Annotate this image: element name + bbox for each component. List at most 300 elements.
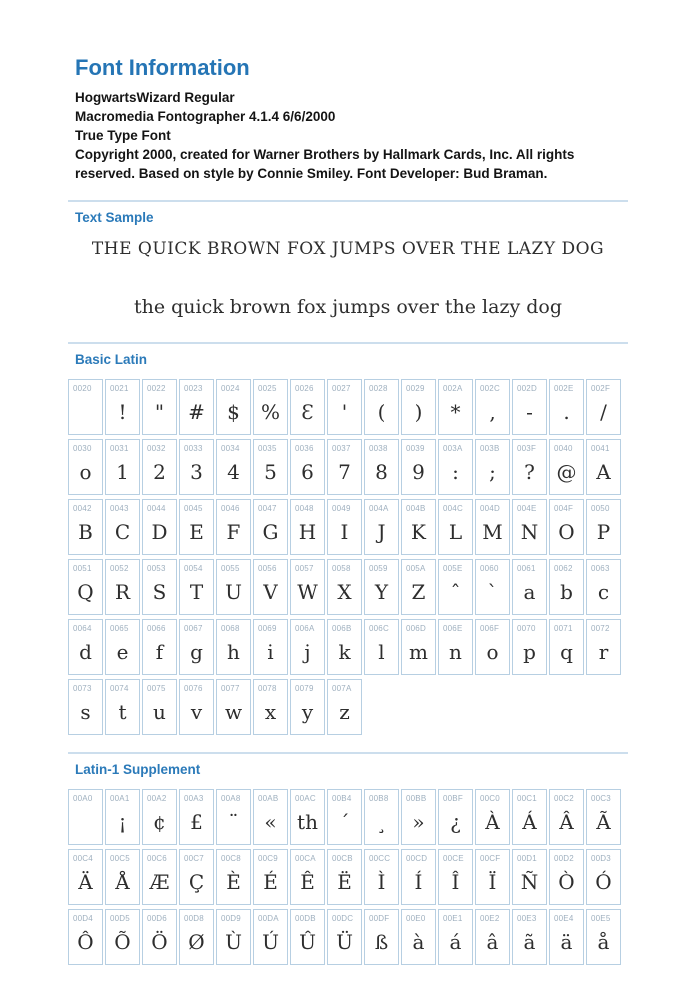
- code-label: 003A: [443, 444, 463, 453]
- glyph: b: [560, 580, 573, 604]
- glyph: Ì: [377, 870, 386, 894]
- glyph: Ï: [488, 870, 497, 894]
- glyph: v: [190, 700, 203, 724]
- code-label: 0074: [110, 684, 129, 693]
- code-label: 0025: [258, 384, 277, 393]
- char-row: [68, 559, 628, 615]
- code-label: 0045: [184, 504, 203, 513]
- code-label: 0046: [221, 504, 240, 513]
- code-label: 004A: [369, 504, 389, 513]
- glyph: c: [597, 580, 610, 604]
- glyph: q: [560, 640, 573, 664]
- glyph: á: [449, 930, 462, 954]
- code-label: 0062: [554, 564, 573, 573]
- code-label: 00CE: [443, 854, 464, 863]
- code-label: 0041: [591, 444, 610, 453]
- code-label: 00C9: [258, 854, 278, 863]
- code-label: 004D: [480, 504, 500, 513]
- char-cell-006B: [327, 619, 362, 675]
- code-label: 00CF: [480, 854, 501, 863]
- char-cell-005A: [401, 559, 436, 615]
- glyph: Ü: [336, 930, 353, 954]
- code-label: 0053: [147, 564, 166, 573]
- font-info-block: [75, 88, 628, 183]
- code-label: 0054: [184, 564, 203, 573]
- code-label: 004E: [517, 504, 537, 513]
- char-cell-00AB: [253, 789, 288, 845]
- glyph: w: [224, 700, 243, 724]
- glyph: x: [264, 700, 277, 724]
- char-cell-0032: [142, 439, 177, 495]
- code-label: 0024: [221, 384, 240, 393]
- code-label: 0060: [480, 564, 499, 573]
- glyph: U: [225, 580, 242, 604]
- char-cell-0031: [105, 439, 140, 495]
- code-label: 0021: [110, 384, 129, 393]
- glyph: 3: [190, 460, 203, 484]
- code-label: 003B: [480, 444, 500, 453]
- code-label: 0033: [184, 444, 203, 453]
- glyph: *: [450, 400, 461, 424]
- code-label: 0068: [221, 624, 240, 633]
- glyph: j: [304, 640, 311, 664]
- char-cell-0074: [105, 679, 140, 735]
- section-divider: [68, 200, 628, 202]
- glyph: Ö: [151, 930, 168, 954]
- glyph: Y: [374, 580, 389, 604]
- char-cell-0033: [179, 439, 214, 495]
- glyph: %: [260, 400, 280, 424]
- section-divider: [68, 752, 628, 754]
- code-label: 0049: [332, 504, 351, 513]
- char-cell-0064: [68, 619, 103, 675]
- code-label: 00AC: [295, 794, 316, 803]
- code-label: 0059: [369, 564, 388, 573]
- glyph: W: [297, 580, 318, 604]
- glyph: Î: [451, 870, 460, 894]
- glyph: »: [412, 810, 425, 834]
- char-cell-00E4: [549, 909, 584, 965]
- page-title: Font Information: [75, 55, 250, 80]
- char-cell-00A0: [68, 789, 103, 845]
- char-cell-0070: [512, 619, 547, 675]
- char-cell-0042: [68, 499, 103, 555]
- code-label: 0023: [184, 384, 203, 393]
- glyph: 4: [227, 460, 240, 484]
- char-cell-004E: [512, 499, 547, 555]
- glyph: N: [520, 520, 539, 544]
- code-label: 0069: [258, 624, 277, 633]
- char-cell-00C0: [475, 789, 510, 845]
- char-cell-0069: [253, 619, 288, 675]
- char-cell-0044: [142, 499, 177, 555]
- code-label: 0022: [147, 384, 166, 393]
- code-label: 00BB: [406, 794, 427, 803]
- char-cell-002E: [549, 379, 584, 435]
- code-label: 0050: [591, 504, 610, 513]
- code-label: 002D: [517, 384, 537, 393]
- char-cell-00D8: [179, 909, 214, 965]
- char-cell-00A1: [105, 789, 140, 845]
- glyph: Ã: [596, 810, 611, 834]
- char-cell-00C1: [512, 789, 547, 845]
- char-cell-0059: [364, 559, 399, 615]
- char-cell-0062: [549, 559, 584, 615]
- char-cell-00CD: [401, 849, 436, 905]
- text-sample-block: [68, 239, 628, 318]
- code-label: 004B: [406, 504, 426, 513]
- glyph: P: [596, 520, 611, 544]
- glyph: K: [411, 520, 426, 544]
- char-cell-0058: [327, 559, 362, 615]
- code-label: 00A1: [110, 794, 130, 803]
- char-row: [68, 909, 628, 965]
- char-cell-00E5: [586, 909, 621, 965]
- char-cell-0073: [68, 679, 103, 735]
- char-cell-00C5: [105, 849, 140, 905]
- glyph: a: [523, 580, 536, 604]
- glyph: Í: [414, 870, 423, 894]
- glyph: Ú: [262, 930, 279, 954]
- latin1-supplement-table: [68, 789, 628, 965]
- char-cell-0023: [179, 379, 214, 435]
- glyph: Ɛ: [301, 400, 314, 424]
- char-cell-00E0: [401, 909, 436, 965]
- glyph: [69, 394, 102, 434]
- code-label: 0020: [73, 384, 92, 393]
- char-cell-006A: [290, 619, 325, 675]
- glyph: 7: [338, 460, 351, 484]
- basic-latin-heading: Basic Latin: [75, 352, 148, 367]
- char-cell-0049: [327, 499, 362, 555]
- glyph: #: [188, 400, 205, 424]
- char-cell-00BF: [438, 789, 473, 845]
- code-label: 00C2: [554, 794, 574, 803]
- char-cell-00D2: [549, 849, 584, 905]
- glyph: @: [556, 460, 577, 484]
- glyph: ¸: [376, 810, 387, 834]
- code-label: 00CA: [295, 854, 316, 863]
- char-cell-00B8: [364, 789, 399, 845]
- char-cell-00CE: [438, 849, 473, 905]
- code-label: 0075: [147, 684, 166, 693]
- char-cell-00DA: [253, 909, 288, 965]
- glyph: k: [338, 640, 351, 664]
- code-label: 0028: [369, 384, 388, 393]
- code-label: 00BF: [443, 794, 463, 803]
- char-cell-0041: [586, 439, 621, 495]
- char-cell-00D6: [142, 909, 177, 965]
- glyph: y: [301, 700, 314, 724]
- glyph: o: [79, 460, 92, 484]
- code-label: 0061: [517, 564, 536, 573]
- char-cell-0024: [216, 379, 251, 435]
- char-cell-0066: [142, 619, 177, 675]
- char-cell-004D: [475, 499, 510, 555]
- glyph: L: [448, 520, 463, 544]
- char-cell-0021: [105, 379, 140, 435]
- char-cell-00DB: [290, 909, 325, 965]
- glyph: ˆ: [450, 580, 461, 604]
- glyph: Á: [522, 810, 537, 834]
- glyph: Ô: [77, 930, 94, 954]
- glyph: S: [152, 580, 167, 604]
- code-label: 00E5: [591, 914, 611, 923]
- glyph: O: [558, 520, 575, 544]
- char-cell-0055: [216, 559, 251, 615]
- char-cell-006E: [438, 619, 473, 675]
- char-cell-0061: [512, 559, 547, 615]
- char-cell-0028: [364, 379, 399, 435]
- char-cell-0065: [105, 619, 140, 675]
- char-cell-0053: [142, 559, 177, 615]
- char-cell-0079: [290, 679, 325, 735]
- glyph: À: [485, 810, 500, 834]
- glyph: R: [114, 580, 131, 604]
- code-label: 007A: [332, 684, 352, 693]
- char-cell-0039: [401, 439, 436, 495]
- code-label: 00D4: [73, 914, 93, 923]
- code-label: 0026: [295, 384, 314, 393]
- glyph: .: [563, 400, 570, 424]
- glyph: ?: [524, 460, 535, 484]
- char-cell-00D3: [586, 849, 621, 905]
- code-label: 006E: [443, 624, 463, 633]
- glyph: J: [377, 520, 386, 544]
- char-cell-00C7: [179, 849, 214, 905]
- char-cell-0077: [216, 679, 251, 735]
- code-label: 004F: [554, 504, 574, 513]
- glyph: I: [340, 520, 349, 544]
- code-label: 00DF: [369, 914, 390, 923]
- glyph: ,: [489, 400, 496, 424]
- char-row: [68, 379, 628, 435]
- code-label: 0067: [184, 624, 203, 633]
- glyph: !: [118, 400, 127, 424]
- char-cell-0040: [549, 439, 584, 495]
- glyph: ": [154, 400, 165, 424]
- char-row: [68, 679, 628, 735]
- code-label: 00E1: [443, 914, 463, 923]
- char-cell-00C6: [142, 849, 177, 905]
- code-label: 004C: [443, 504, 463, 513]
- glyph: ): [414, 400, 423, 424]
- char-cell-0034: [216, 439, 251, 495]
- code-label: 00B8: [369, 794, 389, 803]
- char-cell-006F: [475, 619, 510, 675]
- glyph: D: [151, 520, 168, 544]
- code-label: 0040: [554, 444, 573, 453]
- glyph: z: [339, 700, 350, 724]
- glyph: £: [190, 810, 203, 834]
- code-label: 00CB: [332, 854, 353, 863]
- char-cell-00CB: [327, 849, 362, 905]
- glyph: $: [227, 400, 240, 424]
- code-label: 0047: [258, 504, 277, 513]
- code-label: 0058: [332, 564, 351, 573]
- code-label: 002A: [443, 384, 463, 393]
- char-cell-00BB: [401, 789, 436, 845]
- glyph: m: [409, 640, 428, 664]
- char-cell-00B4: [327, 789, 362, 845]
- code-label: 0064: [73, 624, 92, 633]
- code-label: 0027: [332, 384, 351, 393]
- code-label: 00E3: [517, 914, 537, 923]
- char-cell-0051: [68, 559, 103, 615]
- font-generator: Macromedia Fontographer 4.1.4 6/6/2000: [75, 109, 336, 124]
- code-label: 00AB: [258, 794, 279, 803]
- code-label: 002C: [480, 384, 500, 393]
- code-label: 00A2: [147, 794, 167, 803]
- char-cell-00C2: [549, 789, 584, 845]
- glyph: s: [80, 700, 91, 724]
- sample-lowercase: the quick brown fox jumps over the lazy dog: [133, 296, 563, 318]
- code-label: 006C: [369, 624, 389, 633]
- glyph: F: [226, 520, 241, 544]
- code-label: 0071: [554, 624, 573, 633]
- char-cell-0030: [68, 439, 103, 495]
- glyph: th: [297, 810, 318, 834]
- char-cell-005E: [438, 559, 473, 615]
- glyph: ß: [374, 930, 389, 954]
- code-label: 0036: [295, 444, 314, 453]
- code-label: 002E: [554, 384, 574, 393]
- code-label: 00C5: [110, 854, 130, 863]
- code-label: 0032: [147, 444, 166, 453]
- code-label: 00C3: [591, 794, 611, 803]
- glyph: t: [118, 700, 127, 724]
- code-label: 0043: [110, 504, 129, 513]
- glyph: Ë: [337, 870, 352, 894]
- code-label: 0063: [591, 564, 610, 573]
- char-cell-0035: [253, 439, 288, 495]
- glyph: `: [487, 580, 498, 604]
- char-cell-00A2: [142, 789, 177, 845]
- glyph: â: [486, 930, 499, 954]
- glyph: r: [598, 640, 609, 664]
- code-label: 0044: [147, 504, 166, 513]
- code-label: 00E2: [480, 914, 500, 923]
- char-cell-006D: [401, 619, 436, 675]
- glyph: M: [482, 520, 503, 544]
- char-cell-0050: [586, 499, 621, 555]
- code-label: 00B4: [332, 794, 352, 803]
- char-cell-00D1: [512, 849, 547, 905]
- glyph: Â: [559, 810, 574, 834]
- code-label: 0038: [369, 444, 388, 453]
- code-label: 0042: [73, 504, 92, 513]
- char-cell-0022: [142, 379, 177, 435]
- glyph: Ø: [188, 930, 205, 954]
- code-label: 0066: [147, 624, 166, 633]
- code-label: 00CC: [369, 854, 391, 863]
- char-cell-002F: [586, 379, 621, 435]
- glyph: l: [378, 640, 385, 664]
- char-cell-0068: [216, 619, 251, 675]
- code-label: 003F: [517, 444, 537, 453]
- char-cell-00DF: [364, 909, 399, 965]
- char-cell-0054: [179, 559, 214, 615]
- code-label: 00D6: [147, 914, 167, 923]
- glyph: 8: [375, 460, 388, 484]
- section-divider: [68, 342, 628, 344]
- glyph: ¨: [228, 810, 239, 834]
- code-label: 0034: [221, 444, 240, 453]
- glyph: ´: [339, 810, 350, 834]
- char-cell-00CC: [364, 849, 399, 905]
- code-label: 00C1: [517, 794, 537, 803]
- glyph: d: [79, 640, 92, 664]
- glyph: Ù: [225, 930, 242, 954]
- glyph: È: [226, 870, 241, 894]
- char-cell-0060: [475, 559, 510, 615]
- code-label: 00C4: [73, 854, 93, 863]
- code-label: 0056: [258, 564, 277, 573]
- code-label: 0065: [110, 624, 129, 633]
- code-label: 00DB: [295, 914, 316, 923]
- char-row: [68, 619, 628, 675]
- char-cell-004C: [438, 499, 473, 555]
- char-cell-006C: [364, 619, 399, 675]
- font-type: True Type Font: [75, 128, 171, 143]
- code-label: 00DA: [258, 914, 279, 923]
- glyph: å: [597, 930, 610, 954]
- glyph: Ñ: [520, 870, 539, 894]
- code-label: 0029: [406, 384, 425, 393]
- glyph: Ä: [78, 870, 93, 894]
- glyph: Ò: [558, 870, 575, 894]
- glyph: i: [267, 640, 274, 664]
- char-cell-0048: [290, 499, 325, 555]
- code-label: 0035: [258, 444, 277, 453]
- code-label: 0077: [221, 684, 240, 693]
- char-cell-0075: [142, 679, 177, 735]
- glyph: Q: [77, 580, 94, 604]
- glyph: ¿: [450, 810, 461, 834]
- glyph: 2: [153, 460, 166, 484]
- char-cell-0043: [105, 499, 140, 555]
- char-cell-00C4: [68, 849, 103, 905]
- code-label: 0039: [406, 444, 425, 453]
- char-cell-00E1: [438, 909, 473, 965]
- glyph: 5: [264, 460, 277, 484]
- basic-latin-table: [68, 379, 628, 735]
- char-cell-0078: [253, 679, 288, 735]
- char-cell-0071: [549, 619, 584, 675]
- glyph: /: [600, 400, 607, 424]
- glyph: [69, 804, 102, 844]
- code-label: 00D1: [517, 854, 537, 863]
- char-cell-002D: [512, 379, 547, 435]
- font-copyright: Copyright 2000, created for Warner Brothers by Hallmark Cards, Inc. All rights reserved. Based on style by Connie Smiley. Font Developer: Bud Braman.: [75, 147, 575, 181]
- code-label: 006F: [480, 624, 500, 633]
- code-label: 0072: [591, 624, 610, 633]
- glyph: ä: [560, 930, 573, 954]
- char-cell-0025: [253, 379, 288, 435]
- glyph: ;: [489, 460, 496, 484]
- code-label: 006D: [406, 624, 426, 633]
- char-cell-003B: [475, 439, 510, 495]
- glyph: T: [189, 580, 204, 604]
- glyph: h: [227, 640, 240, 664]
- code-label: 00A0: [73, 794, 93, 803]
- code-label: 0055: [221, 564, 240, 573]
- glyph: G: [262, 520, 279, 544]
- char-cell-0046: [216, 499, 251, 555]
- glyph: ã: [523, 930, 536, 954]
- code-label: 00C7: [184, 854, 204, 863]
- char-cell-0027: [327, 379, 362, 435]
